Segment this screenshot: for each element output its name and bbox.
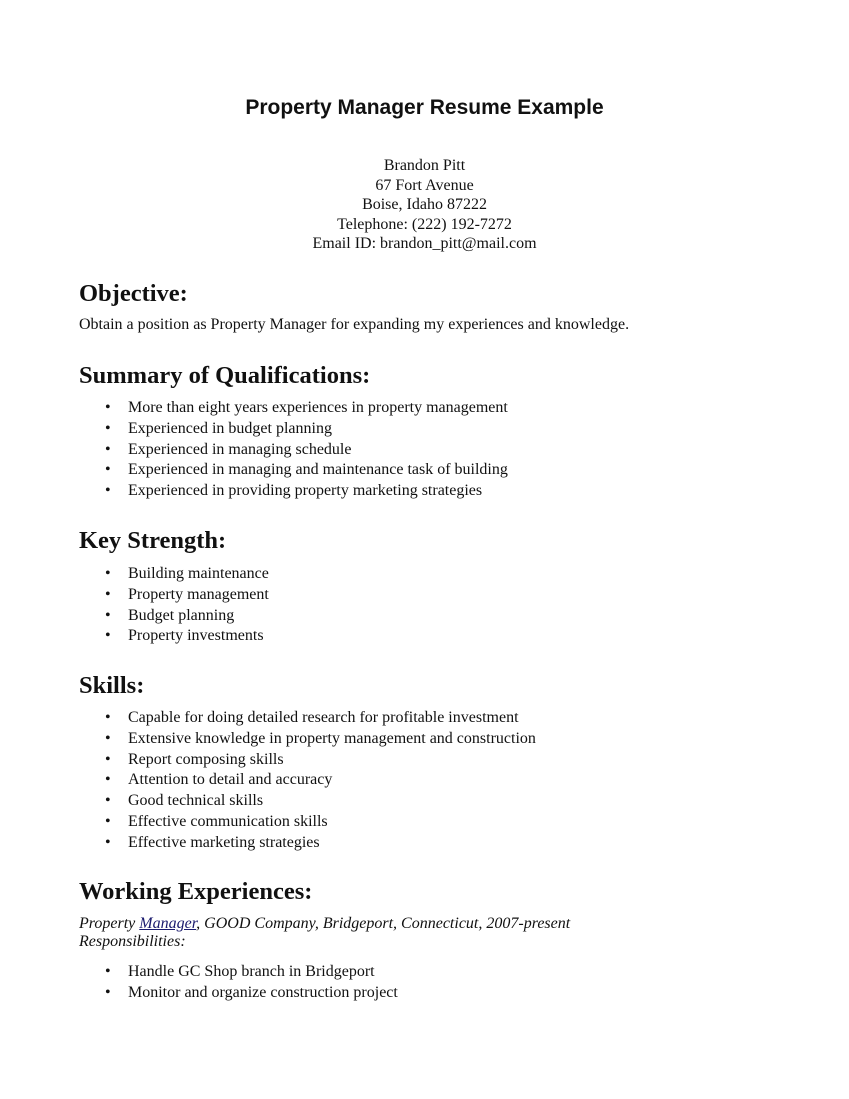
list-item: • Experienced in managing and maintenance task of building — [0, 460, 508, 481]
objective-heading: Objective: — [79, 280, 188, 307]
bullet-icon: • — [105, 440, 111, 458]
responsibilities-list — [0, 962, 398, 1004]
bullet-icon: • — [105, 750, 111, 768]
bullet-icon: • — [105, 812, 111, 830]
bullet-icon: • — [105, 792, 111, 810]
qualifications-heading: Summary of Qualifications: — [79, 362, 371, 389]
responsibilities-label: Responsibilities: — [79, 933, 186, 950]
list-item: • Experienced in budget planning — [0, 419, 508, 440]
list-item: • Attention to detail and accuracy — [0, 770, 536, 791]
list-item: • More than eight years experiences in property management — [0, 398, 508, 419]
list-item: • Property investments — [0, 626, 269, 647]
job-title-link[interactable]: Manager — [139, 915, 197, 932]
bullet-icon: • — [105, 833, 111, 851]
list-item: • Property management — [0, 585, 269, 606]
bullet-icon: • — [105, 771, 111, 789]
bullet-icon: • — [105, 399, 111, 416]
bullet-icon: • — [105, 585, 111, 603]
document-title: Property Manager Resume Example — [245, 96, 604, 119]
contact-email: Email ID: brandon_pitt@mail.com — [312, 235, 537, 252]
contact-name: Brandon Pitt — [383, 157, 466, 174]
bullet-icon: • — [105, 482, 111, 500]
experience-heading: Working Experiences: — [79, 878, 313, 905]
skills-heading: Skills: — [79, 672, 145, 699]
key-strength-heading: Key Strength: — [79, 527, 227, 554]
contact-telephone: Telephone: (222) 192-7272 — [337, 215, 512, 233]
bullet-icon: • — [105, 709, 111, 726]
qualifications-list — [0, 398, 508, 502]
contact-address: 67 Fort Avenue — [375, 176, 474, 194]
bullet-icon: • — [105, 461, 111, 479]
objective-text: Obtain a position as Property Manager for expanding my experiences and knowledge. — [79, 316, 630, 333]
list-item: • Budget planning — [0, 606, 269, 627]
skills-list — [0, 708, 536, 854]
list-item: • Capable for doing detailed research for profitable investment — [0, 708, 536, 729]
bullet-icon: • — [105, 606, 111, 624]
list-item: • Extensive knowledge in property management and construction — [0, 729, 536, 750]
contact-block — [0, 156, 849, 254]
list-item: • Building maintenance — [0, 564, 269, 585]
bullet-icon: • — [105, 983, 111, 1001]
list-item: • Effective marketing strategies — [0, 833, 536, 854]
list-item: • Handle GC Shop branch in Bridgeport — [0, 962, 398, 983]
bullet-icon: • — [105, 963, 111, 980]
list-item: • Experienced in providing property marketing strategies — [0, 481, 508, 502]
list-item: • Good technical skills — [0, 791, 536, 812]
bullet-icon: • — [105, 627, 111, 645]
list-item: • Experienced in managing schedule — [0, 440, 508, 461]
list-item: • Report composing skills — [0, 750, 536, 771]
contact-city: Boise, Idaho 87222 — [362, 196, 487, 213]
bullet-icon: • — [105, 565, 111, 582]
list-item: • Monitor and organize construction project — [0, 983, 398, 1004]
key-strength-list — [0, 564, 269, 647]
job-line: Property Manager, GOOD Company, Bridgeport, Connecticut, 2007-present Responsibilities: — [79, 915, 571, 950]
bullet-icon: • — [105, 729, 111, 747]
list-item: • Effective communication skills — [0, 812, 536, 833]
bullet-icon: • — [105, 419, 111, 437]
